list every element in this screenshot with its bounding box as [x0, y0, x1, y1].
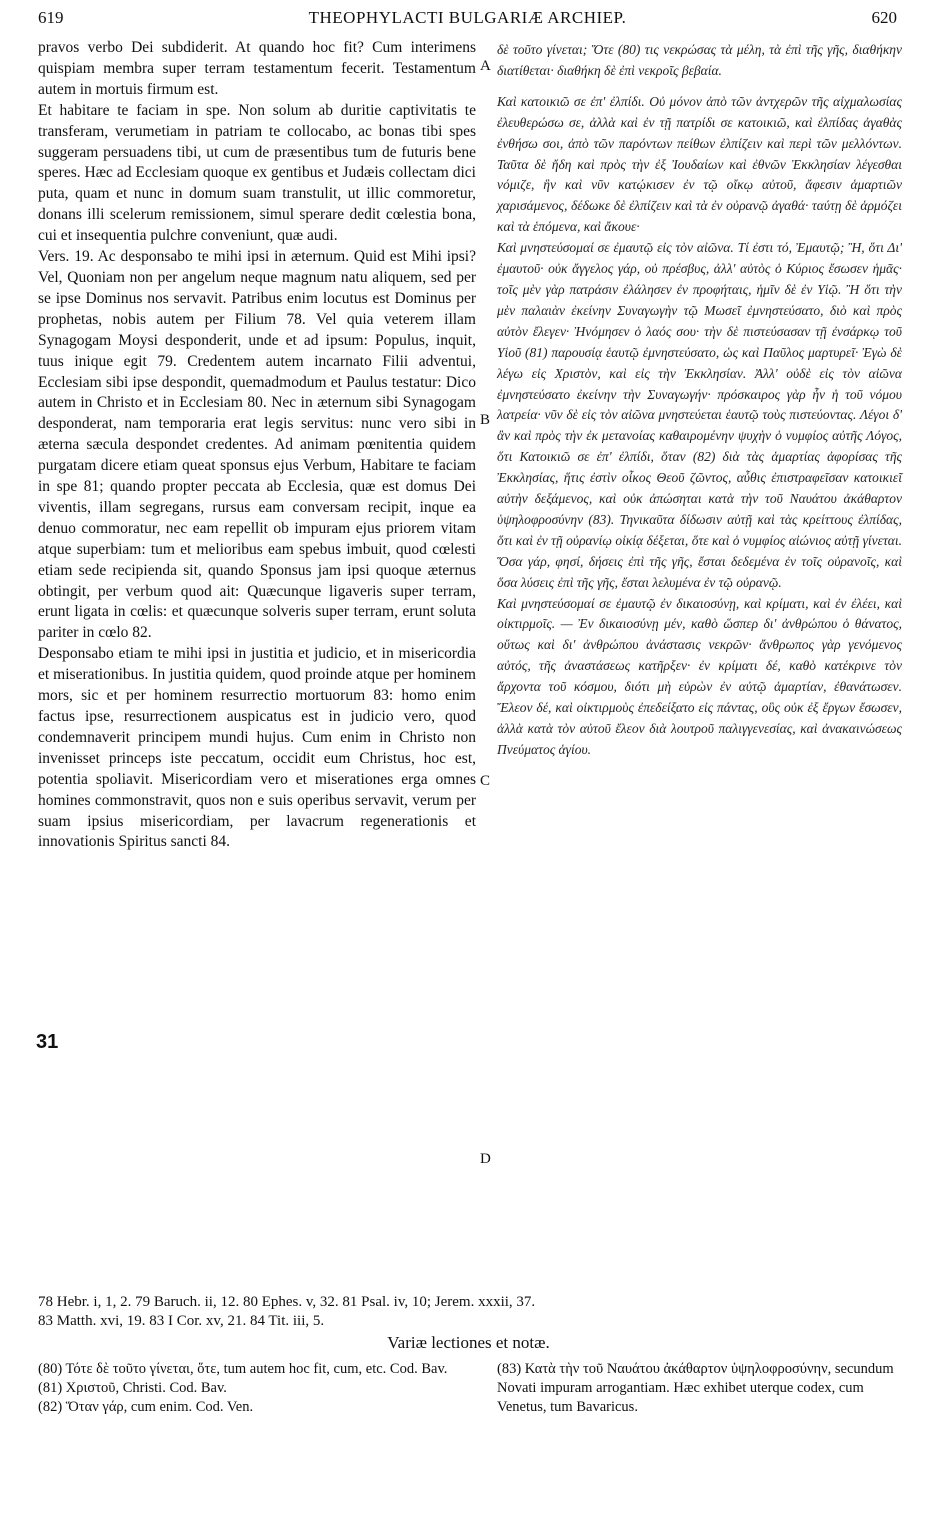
- page-number-left: 619: [38, 8, 64, 27]
- greek-paragraph: Καὶ μνηστεύσομαί σε ἐμαυτῷ ἐν δικαιοσύνῃ, καὶ κρίματι, καὶ ἐν ἐλέει, καὶ οἰκτιρμοῖς. — Ἐν δικαιοσύνῃ μέν, καθὸ ὥσπερ δι' ἀνθρώπου ὁ θάνατος, οὕτως καὶ δι' ἀνθρώπου ἀνάστασις νεκρῶν· ἄνθρωπος γὰρ γενόμενος αὐτός, τῆς ἀναστάσεως κατῆρξεν· ἐν κρίματι δέ, καθὸ κατέκρινε τὸν ἄρχοντα τοῦ κόσμου, διότι μὴ εὑρὼν ἐν αὐτῷ ἁμαρτίαν, ἐθανάτωσεν. Ἔλεον δέ, καὶ οἰκτιρμοὺς ἐπεδείξατο εἰς πάντας, οὓς οὐκ ἐξ ἔργων ἔσωσεν, ἀλλὰ κατὰ τὸν αὐτοῦ ἔλεον διὰ λουτροῦ παλιγγενεσίας, καὶ ἀνακαινώσεως Πνεύματος ἁγίου.: [497, 595, 902, 757]
- footnote-line: 83 Matth. xvi, 19. 83 I Cor. xv, 21. 84 Tit. iii, 5.: [38, 1313, 325, 1329]
- variae-left-column: [38, 1360, 468, 1417]
- running-header: [38, 8, 897, 34]
- variant-note: (80) Τότε δὲ τοῦτο γίνεται, ὅτε, tum autem hoc fit, cum, etc. Cod. Bav.: [38, 1361, 448, 1377]
- variant-note: (82) Ὅταν γάρ, cum enim. Cod. Ven.: [38, 1399, 254, 1415]
- latin-paragraph: Et habitare te faciam in spe. Non solum ab duritie captivitatis te transferam, verumetiam in patriam te collocabo, ac bonas tibi spes suggeram persuadens tibi, ut cum de præsentibus tum de futuris bene speres. Hæc ad Ecclesiam quoque ex gentibus et Judæis collectam dici puta, quam et nunc in domum suam transtulit, ut illic commoretur, donans illi scelerum remissionem, simul sperare dedit cœlestia bona, cui et insequentia pulchre conveniunt, quæ audi.: [38, 101, 476, 245]
- margin-letter-d: D: [480, 1151, 491, 1167]
- margin-letter-c: C: [480, 773, 491, 789]
- margin-letter-b: B: [480, 412, 491, 428]
- column-marker-31: 31: [36, 1031, 59, 1053]
- variae-heading: Variæ lectiones et notæ.: [387, 1333, 550, 1352]
- latin-paragraph: Vers. 19. Ac desponsabo te mihi ipsi in æternum. Quid est Mihi ipsi? Vel, Quoniam non per angelum neque magnum natu aliquem, sed per se ipse Dominus nos servavit. Patribus enim locutus est Dominus per prophetas, nobis autem per Filium 78. Vel quia veterem illam Synagogam Moysi desponderit, unde et ad ipsum: Populus, inquit, tuus inique egit 79. Credentem autem incarnato Filii adventui, Ecclesiam sibi ipse despondit, quemadmodum et Paulus testatur: Dico autem in Christo et in Ecclesiam 80. Nec in æternum sibi Synagogam desponderat, nam temporaria erat legis servitus: nunc vero sibi in æterna sæcula despondet credentes. Ad animam pœnitentia quidem purgatam dicere etiam queat sponsus ejus Verbum, Habitare te faciam in spe 81; quando propter peccata ab Ecclesia, quæ est domus Dei viventis, illam segregans, rursus eam conversam recipit, inque ea denuo commoratur, nec eam repellit ob impuram ejus priorem vitam atque superbiam: tum et melioribus eam spebus imbuit, quod cœlesti etiam sede recipienda sit, quando Sponsus jam ipsi quoque æternus obtingit, per verbum quod ait: Quæcunque ligaveris super terram, erunt ligata in cœlis: et quæcunque solveris super terram, erunt soluta pariter in cœlo 82.: [38, 248, 476, 642]
- variant-note: (81) Χριστοῦ, Christi. Cod. Bav.: [38, 1380, 227, 1396]
- greek-paragraph: δὲ τοῦτο γίνεται; Ὅτε (80) τις νεκρώσας τὰ μέλη, τὰ ἐπὶ τῆς γῆς, διαθήκην διατίθεται· διαθήκη δὲ ἐπὶ νεκροῖς βεβαία.: [497, 42, 902, 78]
- footnote-line: 78 Hebr. i, 1, 2. 79 Baruch. ii, 12. 80 Ephes. v, 32. 81 Psal. iv, 10; Jerem. xxxii, 37.: [38, 1294, 536, 1310]
- running-title: THEOPHYLACTI BULGARIÆ ARCHIEP.: [308, 8, 627, 27]
- page-number-right: 620: [871, 8, 897, 27]
- latin-paragraph: pravos verbo Dei subdiderit. At quando hoc fit? Cum interimens quispiam membra super terram testamentum fecerit. Testamentum autem in mortuis firmum est.: [38, 39, 476, 98]
- greek-paragraph: Καὶ μνηστεύσομαί σε ἐμαυτῷ εἰς τὸν αἰῶνα. Τί ἐστι τό, Ἐμαυτῷ; Ἢ, ὅτι Δι' ἐμαυτοῦ· οὐκ ἄγγελος γάρ, οὐ πρέσβυς, ἀλλ' αὐτὸς ὁ Κύριος ἔσωσεν ἡμᾶς· τοῖς μὲν γὰρ πατράσιν ἐλάλησεν ἐν προφήταις, ἡμῖν δὲ ἐν Υἱῷ. Ἢ ὅτι τὴν μὲν παλαιὰν ἐκείνην Συναγωγὴν τῷ Μωσεῖ ἐμνηστεύσατο, διὸ καὶ πρὸς αὐτὸν ἔλεγεν· Ἠνόμησεν ὁ λαός σου· τὴν δὲ πιστεύσασαν τῇ ἐνσάρκῳ τοῦ Υἱοῦ (81) παρουσίᾳ ἑαυτῷ ἐμνηστεύσατο, ὡς καὶ Παῦλος μαρτυρεῖ· Ἐγὼ δὲ λέγω εἰς Χριστὸν, καὶ εἰς τὴν Ἐκκλησίαν. Ἀλλ' οὐδὲ εἰς τὸν αἰῶνα ἐμνηστεύσατο ἐκείνην τὴν Συναγωγήν· πρόσκαιρος γὰρ ἦν ἡ τοῦ νόμου λατρεία· νῦν δὲ εἰς τὸν αἰῶνα μνηστεύεται ἑαυτῷ τοὺς πιστεύοντας. Λέγοι δ' ἂν καὶ πρὸς τὴν ἐκ μετανοίας καθαιρομένην ψυχὴν ὁ νυμφίος αὐτῆς Λόγος, ὅτι Κατοικιῶ σε ἐπ' ἐλπίδι, ὅταν (82) διὰ τὰς ἁμαρτίας ἀφορίσας τῆς Ἐκκλησίας, ἥτις ἐστὶν οἶκος Θεοῦ ζῶντος, αὖθις ἐπιστραφεῖσαν κατοικιεῖ αὐτὴν δεξάμενος, καὶ οὐκ ἀπώσηται κατὰ τὴν τοῦ Ναυάτου ἀκάθαρτον ὑψηλοφροσύνην (83). Τηνικαῦτα δίδωσιν αὐτῇ καὶ τὰς κρείττους ἐλπίδας, ὅτι καὶ ἐν τῇ οὐρανίῳ οἰκίᾳ δέξεται, ὅτε καὶ ὁ νυμφίος αἰώνιος αὐτῇ γίνεται. Ὅσα γάρ, φησί, δήσεις ἐπὶ τῆς γῆς, ἔσται δεδεμένα ἐν τοῖς οὐρανοῖς, καὶ ὅσα λύσεις ἐπὶ τῆς γῆς, ἔσται λελυμένα ἐν τῷ οὐρανῷ.: [497, 240, 902, 590]
- latin-paragraph: Desponsabo etiam te mihi ipsi in justitia et judicio, et in misericordia et miserationibus. In justitia quidem, quod proinde atque per hominem mors, sic et per hominem resurrectio mortuorum 83: homo enim factus ipse, resurrectionem auspicatus est in judicio vero, quod condemnaverit principem mundi hujus. Cum enim in Christo non invenisset princeps iste peccatum, occidit eum Christus, hoc est, potentia spoliavit. Misericordiam vero et miserationes erga omnes homines commonstravit, quos non e suis operibus servavit, verum per suam ipsius misericordiam, per lavacrum regenerationis et innovationis Spiritus sancti 84.: [38, 645, 476, 851]
- greek-column: [497, 40, 902, 761]
- margin-letter-a: A: [480, 58, 491, 74]
- variae-right-column: [497, 1360, 907, 1417]
- variant-note: (83) Κατὰ τὴν τοῦ Ναυάτου ἀκάθαρτον ὑψηλοφροσύνην, secundum Novati impuram arrogantiam. Hæc exhibet uterque codex, cum Venetus, tum Bavaricus.: [497, 1361, 894, 1415]
- latin-column: [38, 38, 476, 853]
- greek-paragraph: Καὶ κατοικιῶ σε ἐπ' ἐλπίδι. Οὐ μόνον ἀπὸ τῶν ἀντχερῶν τῆς αἰχμαλωσίας ἐλευθερώσω σε, ἀλλὰ καὶ ἐν τῇ πατρίδι σε κατοικιῶ, καὶ ἐλπίδας ἀγαθὰς ἐνθήσω σοι, ἀπὸ τῶν παρόντων πείθων ἐλπίζειν καὶ περὶ τῶν μελλόντων. Ταῦτα δὲ ἤδη καὶ πρὸς τὴν ἐξ Ἰουδαίων καὶ ἐθνῶν Ἐκκλησίαν λέγεσθαι νόμιζε, ἣν καὶ νῦν κατῴκισεν ἐν τῷ οἴκῳ αὐτοῦ, ἄφεσιν ἁμαρτιῶν χαρισάμενος, δέδωκε δὲ ἐλπίζειν καὶ τὰ ἐν οὐρανῷ ἀγαθά· ταύτῃ δὲ ἁρμόζει καὶ τὰ ἑπόμενα, καὶ ἄκουε·: [497, 93, 902, 235]
